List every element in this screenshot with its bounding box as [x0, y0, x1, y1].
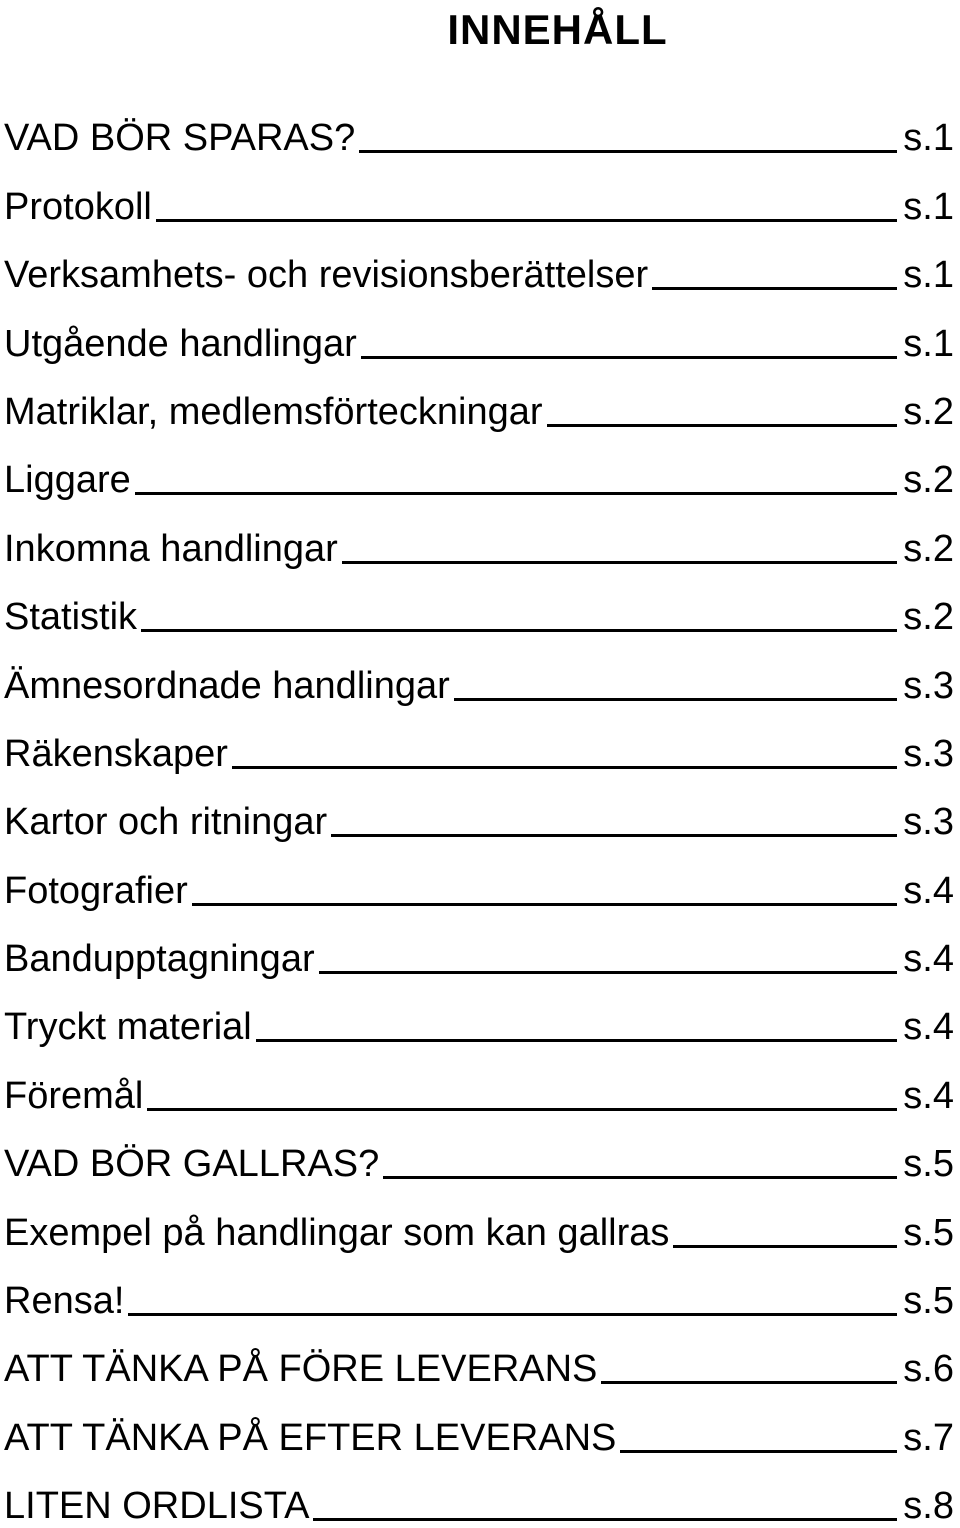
toc-leader-line	[601, 1381, 897, 1384]
toc-entry-label: Kartor och ritningar	[4, 801, 328, 844]
toc-entry-label: VAD BÖR SPARAS?	[4, 117, 356, 160]
toc-entry	[4, 844, 954, 912]
toc-leader-line	[673, 1245, 897, 1248]
toc-entry-page: s.4	[903, 938, 954, 981]
toc-entry-page: s.1	[903, 254, 954, 297]
toc-entry	[4, 1323, 954, 1391]
toc-entry-label: Räkenskaper	[4, 732, 228, 775]
toc-entry-page: s.4	[903, 1006, 954, 1049]
toc-entry-label: Inkomna handlingar	[4, 527, 338, 570]
toc-entry	[4, 1391, 954, 1459]
toc-leader-line	[331, 834, 897, 837]
toc-entry-page: s.2	[903, 390, 954, 433]
toc-entry-label: Tryckt material	[4, 1006, 252, 1049]
toc-entry-label: Bandupptagningar	[4, 938, 315, 981]
toc-entry	[4, 366, 954, 434]
toc-entry-label: Ämnesordnade handlingar	[4, 664, 450, 707]
toc-entry	[4, 708, 954, 776]
toc-leader-line	[383, 1176, 897, 1179]
toc-entry-page: s.1	[903, 117, 954, 160]
toc-entry-page: s.5	[903, 1211, 954, 1254]
toc-leader-line	[359, 150, 897, 153]
toc-entry-page: s.4	[903, 869, 954, 912]
toc-entry	[4, 92, 954, 160]
toc-entry	[4, 571, 954, 639]
toc-entry	[4, 1118, 954, 1186]
toc-leader-line	[192, 903, 898, 906]
toc-leader-line	[156, 219, 897, 222]
toc-entry-label: Rensa!	[4, 1280, 125, 1323]
toc-entry-label: Utgående handlingar	[4, 322, 357, 365]
toc-leader-line	[147, 1108, 897, 1111]
toc-entry	[4, 981, 954, 1049]
toc-entry-label: Matriklar, medlemsförteckningar	[4, 390, 543, 433]
toc-entry-page: s.4	[903, 1074, 954, 1117]
toc-entry-page: s.1	[903, 322, 954, 365]
toc-entry-page: s.1	[903, 185, 954, 228]
toc-entry-page: s.2	[903, 459, 954, 502]
toc-entry	[4, 297, 954, 365]
toc-entry-label: Fotografier	[4, 869, 188, 912]
toc-entry-label: Verksamhets- och revisionsberättelser	[4, 254, 649, 297]
toc-entry	[4, 1460, 954, 1528]
toc-entry-page: s.2	[903, 527, 954, 570]
toc-leader-line	[454, 698, 898, 701]
toc-leader-line	[135, 492, 898, 495]
toc-entry-page: s.2	[903, 596, 954, 639]
toc-entry-page: s.5	[903, 1280, 954, 1323]
toc-entry-label: ATT TÄNKA PÅ FÖRE LEVERANS	[4, 1348, 598, 1391]
toc-entry-label: Protokoll	[4, 185, 152, 228]
table-of-contents	[4, 92, 954, 1528]
toc-entry-label: Exempel på handlingar som kan gallras	[4, 1211, 670, 1254]
toc-leader-line	[232, 766, 897, 769]
toc-entry-label: Föremål	[4, 1074, 144, 1117]
toc-entry	[4, 1186, 954, 1254]
toc-entry	[4, 1255, 954, 1323]
toc-leader-line	[313, 1518, 897, 1521]
toc-leader-line	[547, 424, 898, 427]
toc-entry-label: VAD BÖR GALLRAS?	[4, 1143, 380, 1186]
toc-entry-page: s.8	[903, 1485, 954, 1528]
toc-entry	[4, 913, 954, 981]
toc-entry-page: s.5	[903, 1143, 954, 1186]
toc-entry-label: LITEN ORDLISTA	[4, 1485, 310, 1528]
toc-leader-line	[256, 1039, 898, 1042]
toc-leader-line	[620, 1450, 897, 1453]
page-title: INNEHÅLL	[447, 6, 668, 53]
toc-entry	[4, 776, 954, 844]
toc-entry-page: s.3	[903, 664, 954, 707]
toc-entry-label: Liggare	[4, 459, 131, 502]
toc-leader-line	[361, 356, 897, 359]
toc-entry	[4, 639, 954, 707]
toc-leader-line	[141, 629, 897, 632]
toc-entry	[4, 502, 954, 570]
toc-entry-label: ATT TÄNKA PÅ EFTER LEVERANS	[4, 1416, 617, 1459]
toc-leader-line	[319, 971, 898, 974]
toc-entry	[4, 434, 954, 502]
toc-leader-line	[128, 1313, 897, 1316]
toc-entry	[4, 1049, 954, 1117]
toc-leader-line	[652, 287, 897, 290]
toc-entry-page: s.3	[903, 801, 954, 844]
toc-entry-page: s.3	[903, 732, 954, 775]
toc-entry	[4, 229, 954, 297]
toc-entry-label: Statistik	[4, 596, 138, 639]
toc-entry-page: s.7	[903, 1416, 954, 1459]
toc-entry-page: s.6	[903, 1348, 954, 1391]
toc-entry	[4, 160, 954, 228]
toc-leader-line	[342, 561, 898, 564]
